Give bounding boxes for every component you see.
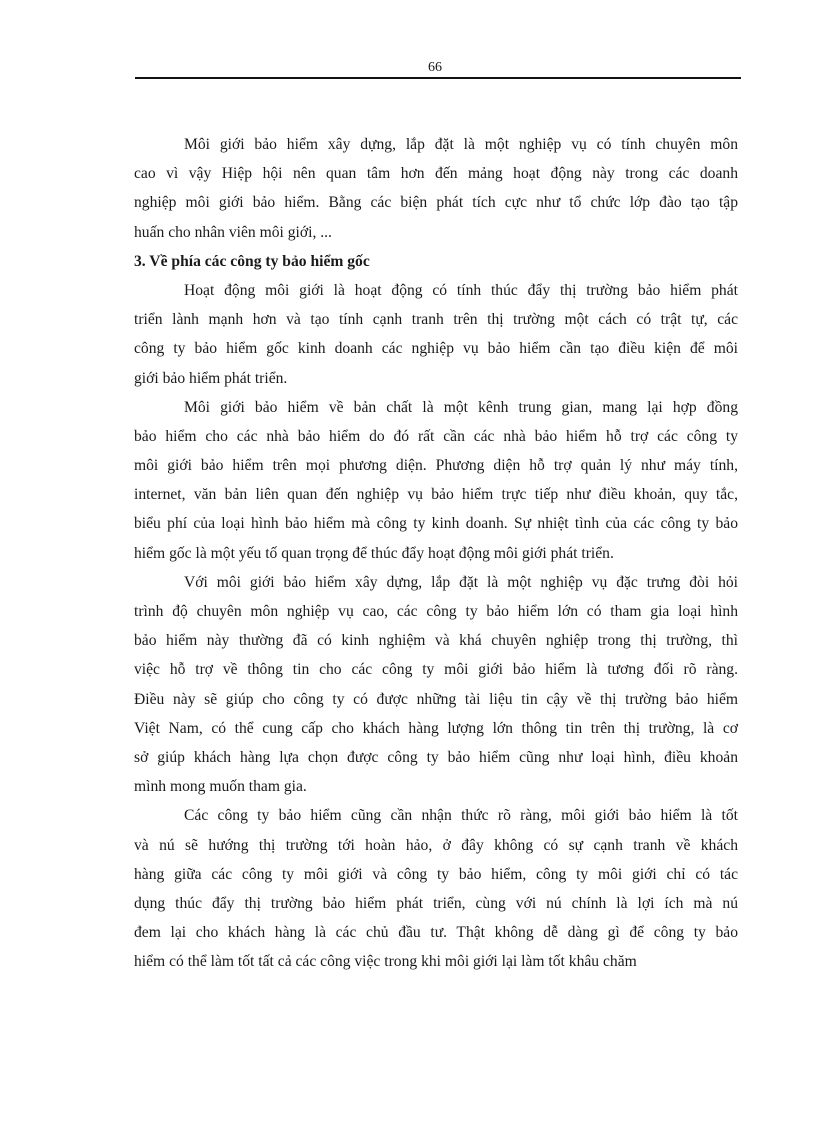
paragraph-line: Việt Nam, có thể cung cấp cho khách hàng lượng lớn thông tin trên thị trường, là cơ [134, 719, 738, 737]
paragraph-line: triển lành mạnh hơn và tạo tính cạnh tranh trên thị trường một cách có trật tự, các [134, 311, 738, 329]
paragraph-line: hàng giữa các công ty môi giới và công ty bảo hiểm, công ty môi giới chỉ có tác [134, 865, 738, 883]
paragraph-line: internet, văn bản liên quan đến nghiệp vụ bảo hiểm trực tiếp như điều khoản, quy tắc, [134, 486, 738, 504]
paragraph-line: huấn cho nhân viên môi giới, ... [134, 223, 332, 241]
paragraph-line: bảo hiểm cho các nhà bảo hiểm do đó rất cần các nhà bảo hiểm hỗ trợ các công ty [134, 427, 738, 445]
paragraph-line: trình độ chuyên môn nghiệp vụ cao, các công ty bảo hiểm lớn có tham gia loại hình [134, 603, 738, 620]
paragraph-line: Hoạt động môi giới là hoạt động có tính thúc đẩy thị trường bảo hiểm phát [184, 281, 738, 299]
paragraph-line: công ty bảo hiểm gốc kinh doanh các nghiệp vụ bảo hiểm cần tạo điều kiện để môi [134, 340, 738, 358]
paragraph-line: biểu phí của loại hình bảo hiểm mà công ty kinh doanh. Sự nhiệt tình của các công ty bảo [134, 515, 738, 533]
document-body [134, 130, 738, 976]
paragraph-line: Các công ty bảo hiểm cũng cần nhận thức rõ ràng, môi giới bảo hiểm là tốt [184, 807, 738, 825]
paragraph-line: hiểm có thể làm tốt tất cả các công việc trong khi môi giới lại làm tốt khâu chăm [134, 953, 637, 971]
section-heading: 3. Về phía các công ty bảo hiểm gốc [134, 252, 370, 270]
paragraph-line: dụng thúc đẩy thị trường bảo hiểm phát triển, cùng với nú chính là lợi ích mà nú [134, 894, 738, 912]
paragraph-line: Điều này sẽ giúp cho công ty có được những tài liệu tin cậy về thị trường bảo hiểm [134, 690, 738, 708]
paragraph-line: sở giúp khách hàng lựa chọn được công ty bảo hiểm cũng như loại hình, điều khoản [134, 748, 738, 766]
paragraph-line: việc hỗ trợ về thông tin cho các công ty môi giới bảo hiểm là tương đối rõ ràng. [134, 661, 738, 679]
paragraph-line: Với môi giới bảo hiểm xây dựng, lắp đặt là một nghiệp vụ đặc trưng đòi hỏi [184, 573, 738, 591]
paragraph-line: giới bảo hiểm phát triển. [134, 369, 288, 387]
paragraph-line: hiểm gốc là một yếu tố quan trọng để thúc đẩy hoạt động môi giới phát triển. [134, 544, 614, 562]
paragraph-line: đem lại cho khách hàng là các chủ đầu tư. Thật không dễ dàng gì để công ty bảo [134, 924, 738, 942]
paragraph-line: môi giới bảo hiểm trên mọi phương diện. Phương diện hỗ trợ quản lý như máy tính, [134, 457, 738, 475]
paragraph-line: bảo hiểm này thường đã có kinh nghiệm và khá chuyên nghiệp trong thị trường, thì [134, 632, 738, 650]
paragraph-line: mình mong muốn tham gia. [134, 778, 307, 796]
header-rule [135, 77, 741, 79]
page-number: 66 [428, 60, 442, 75]
paragraph-line: nghiệp môi giới bảo hiểm. Bằng các biện phát tích cực như tổ chức lớp đào tạo tập [134, 194, 738, 212]
paragraph-line: cao vì vậy Hiệp hội nên quan tâm hơn đến mảng hoạt động này trong các doanh [134, 165, 738, 183]
paragraph-line: Môi giới bảo hiểm xây dựng, lắp đặt là một nghiệp vụ có tính chuyên môn [184, 136, 738, 153]
paragraph-line: và nú sẽ hướng thị trường tới hoàn hảo, ở đây không có sự cạnh tranh về khách [134, 836, 738, 854]
paragraph-line: Môi giới bảo hiểm về bản chất là một kênh trung gian, mang lại hợp đồng [184, 398, 738, 416]
